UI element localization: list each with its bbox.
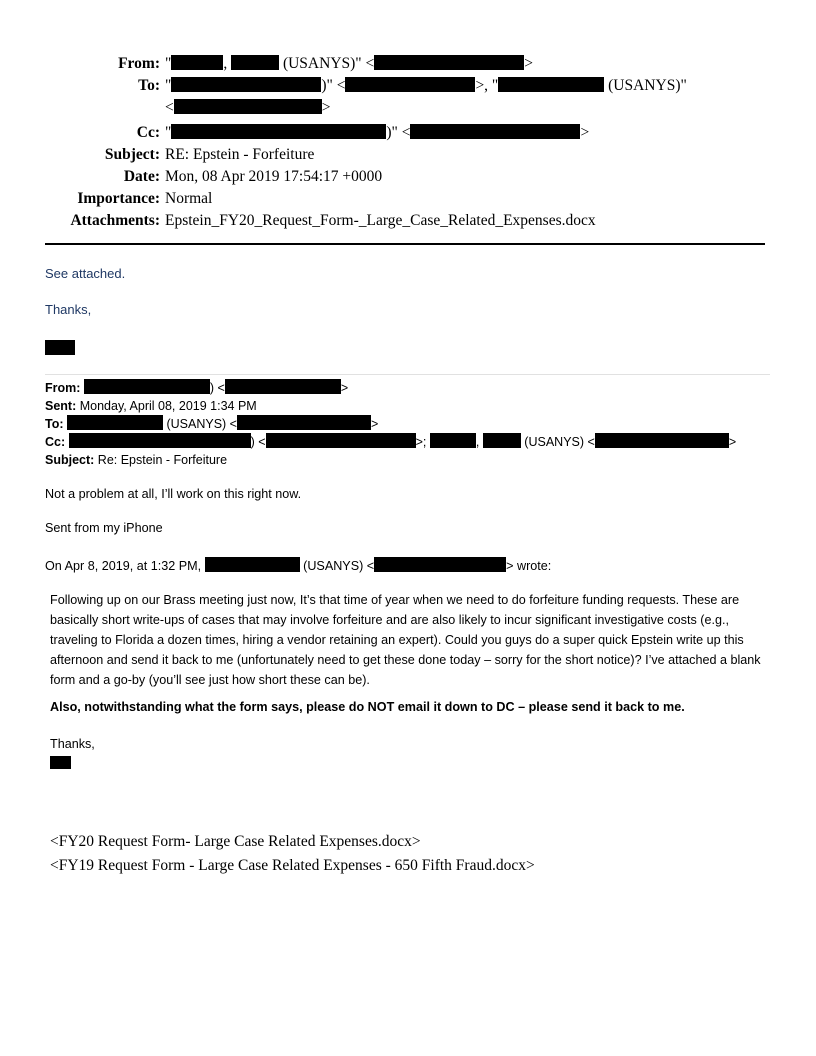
orig-cc-org: (USANYS) < <box>524 435 595 449</box>
orig-body-1: Not a problem at all, I’ll work on this right now. <box>45 487 302 501</box>
redaction-box <box>374 55 524 70</box>
redaction-box <box>205 557 300 572</box>
to-quote: " <box>165 77 172 94</box>
orig-body-2: Sent from my iPhone <box>45 521 163 535</box>
redaction-box <box>430 433 476 448</box>
orig-to-close: > <box>371 417 379 431</box>
orig-from-label: From: <box>45 381 81 395</box>
to-sep: )" < <box>321 77 346 94</box>
orig-cc-label: Cc: <box>45 435 66 449</box>
redaction-box <box>225 379 341 394</box>
header-importance-row <box>40 188 780 210</box>
orig-to-org: (USANYS) < <box>166 417 237 431</box>
date-label: Date: <box>123 168 160 185</box>
redaction-box <box>174 99 322 114</box>
redaction-box <box>345 77 475 92</box>
orig-cc-comma: , <box>475 435 480 449</box>
wrote-prefix: On Apr 8, 2019, at 1:32 PM, <box>45 559 202 573</box>
redaction-box <box>171 55 223 70</box>
redaction-box <box>171 124 386 139</box>
orig-wrote-line <box>45 557 551 573</box>
subject-label: Subject: <box>104 146 160 163</box>
redaction-box <box>266 433 416 448</box>
header-from-row <box>40 53 780 75</box>
header-attachments-row <box>40 210 780 232</box>
header-to-row <box>40 75 780 97</box>
orig-subject-row <box>45 451 736 469</box>
attachment-ref-1: <FY20 Request Form- Large Case Related Expenses.docx> <box>50 833 421 850</box>
to-value <box>165 75 780 97</box>
original-message-divider <box>45 374 770 375</box>
cc-quote: " <box>165 124 172 141</box>
to-label: To: <box>138 77 160 94</box>
to-close: > <box>321 99 331 116</box>
orig-subject-value: Re: Epstein - Forfeiture <box>97 453 228 467</box>
to-org: (USANYS)" <box>608 77 687 94</box>
redaction-box <box>374 557 506 572</box>
orig-cc-sep2: >; <box>415 435 427 449</box>
orig-cc-row <box>45 433 736 451</box>
redaction-box <box>84 379 210 394</box>
attachments-value: Epstein_FY20_Request_Form-_Large_Case_Related_Expenses.docx <box>165 212 596 229</box>
redaction-box <box>69 433 251 448</box>
attachment-ref-2: <FY19 Request Form - Large Case Related Expenses - 650 Fifth Fraud.docx> <box>50 857 535 874</box>
quoted-paragraph-1: Following up on our Brass meeting just now, It’s that time of year when we need to do forfeiture funding requests. These are basically short write-ups of cases that may involve forfeiture and are also likely to incur significant investigative costs (e.g., traveling to Florida a dozen times, hiring a vendor retaining an expert). Could you guys do a super quick Epstein write up this afternoon and send it back to me (unfortunately need to get these done today – sorry for the short notice)? I’ve attached a blank form and a go-by (you’ll see just how short these can be). <box>50 593 761 687</box>
redaction-box <box>171 77 321 92</box>
attachments-label: Attachments: <box>70 212 160 229</box>
subject-value: RE: Epstein - Forfeiture <box>165 146 315 163</box>
email-header <box>40 53 780 232</box>
wrote-suffix: > wrote: <box>506 559 552 573</box>
header-date-row <box>40 166 780 188</box>
to-open: < <box>165 99 174 116</box>
cc-label: Cc: <box>136 124 160 141</box>
orig-from-close: > <box>340 381 349 395</box>
importance-value: Normal <box>165 190 213 207</box>
orig-to-label: To: <box>45 417 64 431</box>
reply-line-2: Thanks, <box>45 302 92 317</box>
redaction-box-signature <box>45 340 75 355</box>
to-sep2: >, " <box>475 77 499 94</box>
redaction-box <box>483 433 521 448</box>
cc-value <box>165 122 780 144</box>
orig-cc-close: > <box>728 435 737 449</box>
orig-cc-sep: ) < <box>250 435 266 449</box>
orig-subject-label: Subject: <box>45 453 95 467</box>
header-divider <box>45 243 765 245</box>
importance-label: Importance: <box>77 190 160 207</box>
redaction-box-quoted-signature <box>50 756 71 769</box>
from-quote: " <box>165 55 172 72</box>
quoted-paragraph-2: Also, notwithstanding what the form says, please do NOT email it down to DC – please send it back to me. <box>50 700 685 714</box>
cc-close: > <box>580 124 590 141</box>
original-message-header <box>45 379 736 469</box>
to-value-cont <box>165 97 780 119</box>
header-to-row-cont <box>40 97 780 119</box>
cc-sep: )" < <box>386 124 411 141</box>
orig-sent-row <box>45 397 736 415</box>
orig-sent-value: Monday, April 08, 2019 1:34 PM <box>79 399 257 413</box>
from-close: > <box>524 55 533 72</box>
header-subject-row <box>40 144 780 166</box>
redaction-box <box>595 433 729 448</box>
redaction-box <box>67 415 163 430</box>
from-comma: , <box>223 55 228 72</box>
wrote-org: (USANYS) < <box>303 559 375 573</box>
quoted-thanks: Thanks, <box>50 737 95 751</box>
orig-sent-label: Sent: <box>45 399 77 413</box>
redaction-box <box>237 415 371 430</box>
reply-line-1: See attached. <box>45 266 126 281</box>
redaction-box <box>231 55 279 70</box>
from-value <box>165 53 780 75</box>
from-org: (USANYS)" < <box>282 55 375 72</box>
redaction-box <box>498 77 604 92</box>
header-cc-row <box>40 122 780 144</box>
orig-to-row <box>45 415 736 433</box>
date-value: Mon, 08 Apr 2019 17:54:17 +0000 <box>165 168 383 185</box>
orig-from-row <box>45 379 736 397</box>
from-label: From: <box>118 55 160 72</box>
redaction-box <box>410 124 580 139</box>
orig-from-sep: ) < <box>209 381 225 395</box>
spacer <box>40 97 165 119</box>
